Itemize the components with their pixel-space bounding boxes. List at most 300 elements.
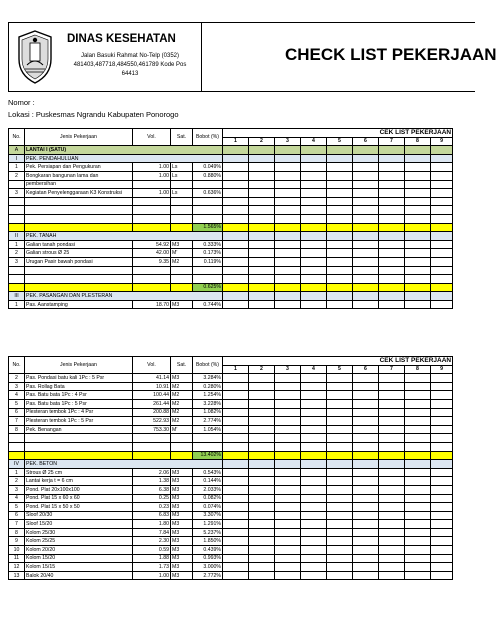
check-cell[interactable] bbox=[327, 494, 353, 503]
check-cell[interactable] bbox=[249, 146, 275, 155]
check-cell[interactable] bbox=[405, 468, 431, 477]
check-cell[interactable] bbox=[327, 408, 353, 417]
check-cell[interactable] bbox=[301, 146, 327, 155]
check-cell[interactable] bbox=[405, 382, 431, 391]
check-cell[interactable] bbox=[379, 554, 405, 563]
check-cell[interactable] bbox=[223, 571, 249, 580]
check-cell[interactable] bbox=[301, 425, 327, 434]
check-cell[interactable] bbox=[353, 520, 379, 529]
check-cell[interactable] bbox=[353, 391, 379, 400]
check-cell[interactable] bbox=[275, 417, 301, 426]
check-cell[interactable] bbox=[431, 425, 453, 434]
check-cell[interactable] bbox=[249, 154, 275, 163]
check-cell[interactable] bbox=[223, 399, 249, 408]
check-cell[interactable] bbox=[249, 189, 275, 198]
check-cell[interactable] bbox=[353, 537, 379, 546]
check-cell[interactable] bbox=[431, 206, 453, 215]
check-cell[interactable] bbox=[405, 266, 431, 275]
check-cell[interactable] bbox=[275, 425, 301, 434]
check-cell[interactable] bbox=[405, 537, 431, 546]
check-cell[interactable] bbox=[249, 292, 275, 301]
check-cell[interactable] bbox=[275, 528, 301, 537]
check-cell[interactable] bbox=[301, 554, 327, 563]
check-cell[interactable] bbox=[223, 146, 249, 155]
check-cell[interactable] bbox=[301, 283, 327, 292]
check-cell[interactable] bbox=[405, 374, 431, 383]
check-cell[interactable] bbox=[353, 300, 379, 309]
check-cell[interactable] bbox=[327, 171, 353, 180]
check-cell[interactable] bbox=[405, 283, 431, 292]
check-cell[interactable] bbox=[249, 520, 275, 529]
check-cell[interactable] bbox=[275, 511, 301, 520]
check-cell[interactable] bbox=[379, 520, 405, 529]
check-cell[interactable] bbox=[275, 503, 301, 512]
check-cell[interactable] bbox=[353, 571, 379, 580]
check-cell[interactable] bbox=[405, 571, 431, 580]
check-cell[interactable] bbox=[431, 554, 453, 563]
check-cell[interactable] bbox=[405, 257, 431, 266]
check-cell[interactable] bbox=[249, 494, 275, 503]
check-cell[interactable] bbox=[405, 180, 431, 189]
check-cell[interactable] bbox=[353, 146, 379, 155]
check-cell[interactable] bbox=[379, 232, 405, 241]
check-cell[interactable] bbox=[379, 257, 405, 266]
check-cell[interactable] bbox=[431, 189, 453, 198]
check-cell[interactable] bbox=[353, 546, 379, 555]
check-cell[interactable] bbox=[301, 511, 327, 520]
check-cell[interactable] bbox=[405, 189, 431, 198]
check-cell[interactable] bbox=[327, 477, 353, 486]
check-cell[interactable] bbox=[405, 460, 431, 469]
check-cell[interactable] bbox=[327, 520, 353, 529]
check-cell[interactable] bbox=[249, 451, 275, 460]
check-cell[interactable] bbox=[301, 374, 327, 383]
check-cell[interactable] bbox=[301, 214, 327, 223]
check-cell[interactable] bbox=[431, 408, 453, 417]
check-cell[interactable] bbox=[275, 451, 301, 460]
check-cell[interactable] bbox=[379, 154, 405, 163]
check-cell[interactable] bbox=[405, 554, 431, 563]
check-cell[interactable] bbox=[275, 189, 301, 198]
check-cell[interactable] bbox=[405, 434, 431, 443]
check-cell[interactable] bbox=[301, 485, 327, 494]
check-cell[interactable] bbox=[327, 163, 353, 172]
check-cell[interactable] bbox=[301, 266, 327, 275]
check-cell[interactable] bbox=[353, 485, 379, 494]
check-cell[interactable] bbox=[327, 485, 353, 494]
check-cell[interactable] bbox=[223, 485, 249, 494]
check-cell[interactable] bbox=[379, 374, 405, 383]
check-cell[interactable] bbox=[249, 417, 275, 426]
check-cell[interactable] bbox=[223, 154, 249, 163]
check-cell[interactable] bbox=[223, 382, 249, 391]
check-cell[interactable] bbox=[431, 240, 453, 249]
check-cell[interactable] bbox=[301, 292, 327, 301]
check-cell[interactable] bbox=[275, 434, 301, 443]
check-cell[interactable] bbox=[405, 511, 431, 520]
check-cell[interactable] bbox=[275, 408, 301, 417]
check-cell[interactable] bbox=[223, 374, 249, 383]
check-cell[interactable] bbox=[327, 468, 353, 477]
check-cell[interactable] bbox=[379, 503, 405, 512]
check-cell[interactable] bbox=[223, 223, 249, 232]
check-cell[interactable] bbox=[275, 171, 301, 180]
check-cell[interactable] bbox=[327, 563, 353, 572]
check-cell[interactable] bbox=[353, 189, 379, 198]
check-cell[interactable] bbox=[431, 485, 453, 494]
check-cell[interactable] bbox=[275, 300, 301, 309]
check-cell[interactable] bbox=[275, 232, 301, 241]
check-cell[interactable] bbox=[275, 563, 301, 572]
check-cell[interactable] bbox=[379, 382, 405, 391]
check-cell[interactable] bbox=[301, 520, 327, 529]
check-cell[interactable] bbox=[275, 240, 301, 249]
check-cell[interactable] bbox=[431, 275, 453, 284]
check-cell[interactable] bbox=[353, 232, 379, 241]
check-cell[interactable] bbox=[249, 503, 275, 512]
check-cell[interactable] bbox=[379, 408, 405, 417]
check-cell[interactable] bbox=[327, 503, 353, 512]
check-cell[interactable] bbox=[301, 240, 327, 249]
check-cell[interactable] bbox=[301, 442, 327, 451]
check-cell[interactable] bbox=[223, 171, 249, 180]
check-cell[interactable] bbox=[405, 451, 431, 460]
check-cell[interactable] bbox=[353, 180, 379, 189]
check-cell[interactable] bbox=[301, 468, 327, 477]
check-cell[interactable] bbox=[353, 460, 379, 469]
check-cell[interactable] bbox=[275, 154, 301, 163]
check-cell[interactable] bbox=[223, 408, 249, 417]
check-cell[interactable] bbox=[431, 451, 453, 460]
check-cell[interactable] bbox=[249, 425, 275, 434]
check-cell[interactable] bbox=[275, 537, 301, 546]
check-cell[interactable] bbox=[275, 468, 301, 477]
check-cell[interactable] bbox=[353, 477, 379, 486]
check-cell[interactable] bbox=[223, 417, 249, 426]
check-cell[interactable] bbox=[223, 503, 249, 512]
check-cell[interactable] bbox=[405, 206, 431, 215]
check-cell[interactable] bbox=[327, 257, 353, 266]
check-cell[interactable] bbox=[275, 494, 301, 503]
check-cell[interactable] bbox=[405, 528, 431, 537]
check-cell[interactable] bbox=[249, 223, 275, 232]
check-cell[interactable] bbox=[431, 546, 453, 555]
check-cell[interactable] bbox=[249, 240, 275, 249]
check-cell[interactable] bbox=[301, 300, 327, 309]
check-cell[interactable] bbox=[405, 249, 431, 258]
check-cell[interactable] bbox=[379, 571, 405, 580]
check-cell[interactable] bbox=[431, 154, 453, 163]
check-cell[interactable] bbox=[353, 283, 379, 292]
check-cell[interactable] bbox=[223, 494, 249, 503]
check-cell[interactable] bbox=[379, 537, 405, 546]
check-cell[interactable] bbox=[223, 468, 249, 477]
check-cell[interactable] bbox=[353, 503, 379, 512]
check-cell[interactable] bbox=[249, 554, 275, 563]
check-cell[interactable] bbox=[405, 275, 431, 284]
check-cell[interactable] bbox=[353, 163, 379, 172]
check-cell[interactable] bbox=[275, 460, 301, 469]
check-cell[interactable] bbox=[431, 520, 453, 529]
check-cell[interactable] bbox=[431, 460, 453, 469]
check-cell[interactable] bbox=[405, 563, 431, 572]
check-cell[interactable] bbox=[405, 300, 431, 309]
check-cell[interactable] bbox=[275, 374, 301, 383]
check-cell[interactable] bbox=[301, 391, 327, 400]
check-cell[interactable] bbox=[249, 283, 275, 292]
check-cell[interactable] bbox=[223, 214, 249, 223]
check-cell[interactable] bbox=[249, 434, 275, 443]
check-cell[interactable] bbox=[431, 382, 453, 391]
check-cell[interactable] bbox=[249, 374, 275, 383]
check-cell[interactable] bbox=[353, 399, 379, 408]
check-cell[interactable] bbox=[249, 382, 275, 391]
check-cell[interactable] bbox=[275, 214, 301, 223]
check-cell[interactable] bbox=[275, 257, 301, 266]
check-cell[interactable] bbox=[249, 537, 275, 546]
check-cell[interactable] bbox=[431, 477, 453, 486]
check-cell[interactable] bbox=[405, 146, 431, 155]
check-cell[interactable] bbox=[223, 425, 249, 434]
check-cell[interactable] bbox=[275, 399, 301, 408]
check-cell[interactable] bbox=[301, 249, 327, 258]
check-cell[interactable] bbox=[249, 477, 275, 486]
check-cell[interactable] bbox=[249, 180, 275, 189]
check-cell[interactable] bbox=[353, 468, 379, 477]
check-cell[interactable] bbox=[327, 232, 353, 241]
check-cell[interactable] bbox=[431, 214, 453, 223]
check-cell[interactable] bbox=[405, 408, 431, 417]
check-cell[interactable] bbox=[431, 537, 453, 546]
check-cell[interactable] bbox=[379, 528, 405, 537]
check-cell[interactable] bbox=[301, 189, 327, 198]
check-cell[interactable] bbox=[353, 214, 379, 223]
check-cell[interactable] bbox=[379, 494, 405, 503]
check-cell[interactable] bbox=[249, 511, 275, 520]
check-cell[interactable] bbox=[249, 232, 275, 241]
check-cell[interactable] bbox=[327, 554, 353, 563]
check-cell[interactable] bbox=[223, 283, 249, 292]
check-cell[interactable] bbox=[249, 197, 275, 206]
check-cell[interactable] bbox=[327, 189, 353, 198]
check-cell[interactable] bbox=[301, 223, 327, 232]
check-cell[interactable] bbox=[379, 292, 405, 301]
check-cell[interactable] bbox=[249, 485, 275, 494]
check-cell[interactable] bbox=[431, 399, 453, 408]
check-cell[interactable] bbox=[405, 240, 431, 249]
check-cell[interactable] bbox=[379, 451, 405, 460]
check-cell[interactable] bbox=[431, 468, 453, 477]
check-cell[interactable] bbox=[431, 434, 453, 443]
check-cell[interactable] bbox=[327, 546, 353, 555]
check-cell[interactable] bbox=[301, 546, 327, 555]
check-cell[interactable] bbox=[249, 206, 275, 215]
check-cell[interactable] bbox=[223, 249, 249, 258]
check-cell[interactable] bbox=[301, 206, 327, 215]
check-cell[interactable] bbox=[301, 434, 327, 443]
check-cell[interactable] bbox=[405, 442, 431, 451]
check-cell[interactable] bbox=[249, 546, 275, 555]
check-cell[interactable] bbox=[405, 494, 431, 503]
check-cell[interactable] bbox=[379, 214, 405, 223]
check-cell[interactable] bbox=[301, 171, 327, 180]
check-cell[interactable] bbox=[223, 240, 249, 249]
check-cell[interactable] bbox=[249, 257, 275, 266]
check-cell[interactable] bbox=[405, 546, 431, 555]
check-cell[interactable] bbox=[301, 537, 327, 546]
check-cell[interactable] bbox=[379, 485, 405, 494]
check-cell[interactable] bbox=[405, 232, 431, 241]
check-cell[interactable] bbox=[301, 408, 327, 417]
check-cell[interactable] bbox=[431, 511, 453, 520]
check-cell[interactable] bbox=[301, 232, 327, 241]
check-cell[interactable] bbox=[301, 563, 327, 572]
check-cell[interactable] bbox=[275, 197, 301, 206]
check-cell[interactable] bbox=[431, 197, 453, 206]
check-cell[interactable] bbox=[249, 442, 275, 451]
check-cell[interactable] bbox=[275, 554, 301, 563]
check-cell[interactable] bbox=[353, 206, 379, 215]
check-cell[interactable] bbox=[353, 275, 379, 284]
check-cell[interactable] bbox=[405, 292, 431, 301]
check-cell[interactable] bbox=[327, 214, 353, 223]
check-cell[interactable] bbox=[223, 460, 249, 469]
check-cell[interactable] bbox=[275, 477, 301, 486]
check-cell[interactable] bbox=[223, 477, 249, 486]
check-cell[interactable] bbox=[353, 442, 379, 451]
check-cell[interactable] bbox=[431, 283, 453, 292]
check-cell[interactable] bbox=[223, 275, 249, 284]
check-cell[interactable] bbox=[353, 257, 379, 266]
check-cell[interactable] bbox=[379, 477, 405, 486]
check-cell[interactable] bbox=[353, 528, 379, 537]
check-cell[interactable] bbox=[431, 232, 453, 241]
check-cell[interactable] bbox=[275, 275, 301, 284]
check-cell[interactable] bbox=[301, 197, 327, 206]
check-cell[interactable] bbox=[249, 391, 275, 400]
check-cell[interactable] bbox=[431, 171, 453, 180]
check-cell[interactable] bbox=[275, 223, 301, 232]
check-cell[interactable] bbox=[327, 240, 353, 249]
check-cell[interactable] bbox=[327, 460, 353, 469]
check-cell[interactable] bbox=[249, 266, 275, 275]
check-cell[interactable] bbox=[327, 154, 353, 163]
check-cell[interactable] bbox=[327, 275, 353, 284]
check-cell[interactable] bbox=[327, 528, 353, 537]
check-cell[interactable] bbox=[327, 434, 353, 443]
check-cell[interactable] bbox=[223, 232, 249, 241]
check-cell[interactable] bbox=[249, 468, 275, 477]
check-cell[interactable] bbox=[249, 460, 275, 469]
check-cell[interactable] bbox=[301, 257, 327, 266]
check-cell[interactable] bbox=[353, 425, 379, 434]
check-cell[interactable] bbox=[301, 494, 327, 503]
check-cell[interactable] bbox=[327, 399, 353, 408]
check-cell[interactable] bbox=[431, 374, 453, 383]
check-cell[interactable] bbox=[431, 257, 453, 266]
check-cell[interactable] bbox=[275, 249, 301, 258]
check-cell[interactable] bbox=[431, 223, 453, 232]
check-cell[interactable] bbox=[223, 520, 249, 529]
check-cell[interactable] bbox=[223, 554, 249, 563]
check-cell[interactable] bbox=[379, 417, 405, 426]
check-cell[interactable] bbox=[379, 300, 405, 309]
check-cell[interactable] bbox=[249, 563, 275, 572]
check-cell[interactable] bbox=[431, 180, 453, 189]
check-cell[interactable] bbox=[379, 249, 405, 258]
check-cell[interactable] bbox=[223, 163, 249, 172]
check-cell[interactable] bbox=[275, 180, 301, 189]
check-cell[interactable] bbox=[301, 154, 327, 163]
check-cell[interactable] bbox=[379, 180, 405, 189]
check-cell[interactable] bbox=[301, 571, 327, 580]
check-cell[interactable] bbox=[353, 563, 379, 572]
check-cell[interactable] bbox=[327, 206, 353, 215]
check-cell[interactable] bbox=[223, 537, 249, 546]
check-cell[interactable] bbox=[353, 197, 379, 206]
check-cell[interactable] bbox=[405, 485, 431, 494]
check-cell[interactable] bbox=[249, 214, 275, 223]
check-cell[interactable] bbox=[301, 460, 327, 469]
check-cell[interactable] bbox=[379, 189, 405, 198]
check-cell[interactable] bbox=[223, 180, 249, 189]
check-cell[interactable] bbox=[379, 468, 405, 477]
check-cell[interactable] bbox=[223, 451, 249, 460]
check-cell[interactable] bbox=[379, 434, 405, 443]
check-cell[interactable] bbox=[223, 546, 249, 555]
check-cell[interactable] bbox=[249, 528, 275, 537]
check-cell[interactable] bbox=[379, 511, 405, 520]
check-cell[interactable] bbox=[353, 554, 379, 563]
check-cell[interactable] bbox=[327, 180, 353, 189]
check-cell[interactable] bbox=[379, 460, 405, 469]
check-cell[interactable] bbox=[379, 283, 405, 292]
check-cell[interactable] bbox=[353, 434, 379, 443]
check-cell[interactable] bbox=[223, 442, 249, 451]
check-cell[interactable] bbox=[431, 442, 453, 451]
check-cell[interactable] bbox=[405, 171, 431, 180]
check-cell[interactable] bbox=[405, 417, 431, 426]
check-cell[interactable] bbox=[379, 146, 405, 155]
check-cell[interactable] bbox=[327, 249, 353, 258]
check-cell[interactable] bbox=[405, 520, 431, 529]
check-cell[interactable] bbox=[327, 417, 353, 426]
check-cell[interactable] bbox=[327, 146, 353, 155]
check-cell[interactable] bbox=[379, 163, 405, 172]
check-cell[interactable] bbox=[223, 391, 249, 400]
check-cell[interactable] bbox=[249, 249, 275, 258]
check-cell[interactable] bbox=[275, 546, 301, 555]
check-cell[interactable] bbox=[379, 442, 405, 451]
check-cell[interactable] bbox=[223, 266, 249, 275]
check-cell[interactable] bbox=[223, 189, 249, 198]
check-cell[interactable] bbox=[431, 417, 453, 426]
check-cell[interactable] bbox=[249, 571, 275, 580]
check-cell[interactable] bbox=[327, 391, 353, 400]
check-cell[interactable] bbox=[353, 374, 379, 383]
check-cell[interactable] bbox=[249, 163, 275, 172]
check-cell[interactable] bbox=[301, 275, 327, 284]
check-cell[interactable] bbox=[327, 571, 353, 580]
check-cell[interactable] bbox=[249, 275, 275, 284]
check-cell[interactable] bbox=[223, 292, 249, 301]
check-cell[interactable] bbox=[379, 275, 405, 284]
check-cell[interactable] bbox=[379, 563, 405, 572]
check-cell[interactable] bbox=[301, 163, 327, 172]
check-cell[interactable] bbox=[405, 477, 431, 486]
check-cell[interactable] bbox=[353, 223, 379, 232]
check-cell[interactable] bbox=[431, 494, 453, 503]
